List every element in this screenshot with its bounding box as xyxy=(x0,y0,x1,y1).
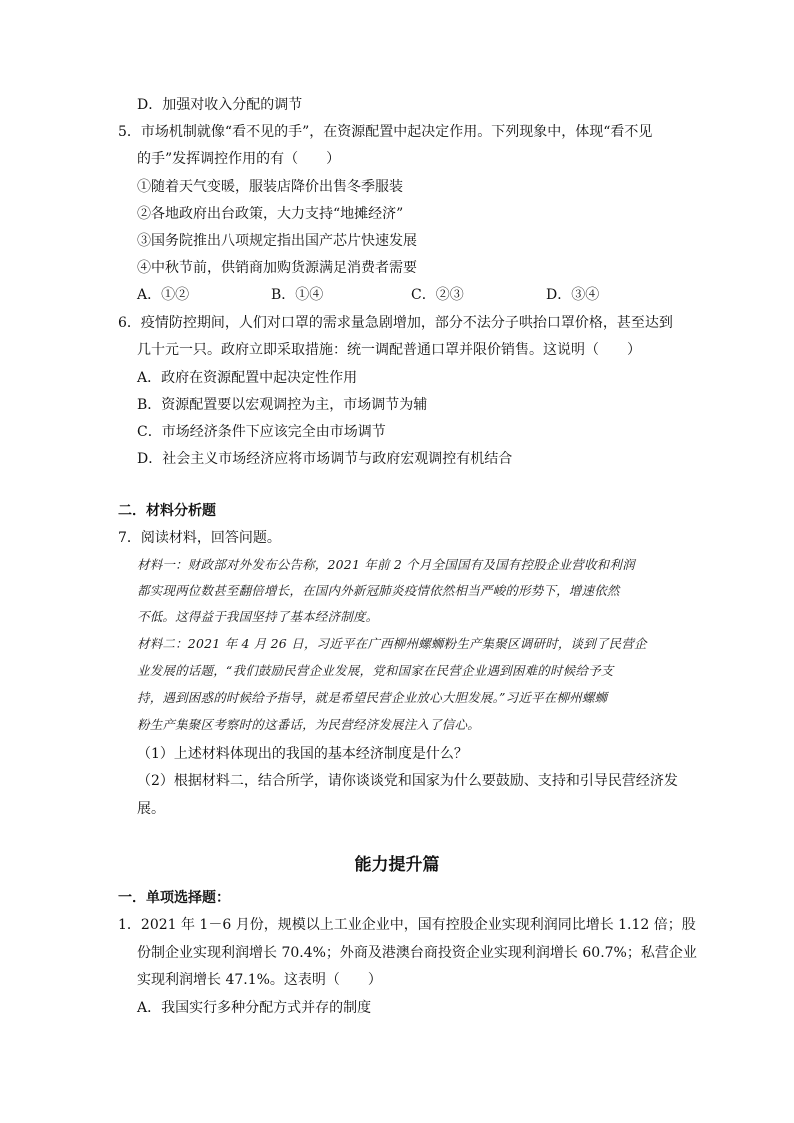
question-6-option-a: A．政府在资源配置中起决定性作用 xyxy=(137,370,358,386)
question-1-line1: 1．2021 年 1－6 月份，规模以上工业企业中，国有控股企业实现利润同比增长 1.12 倍；股 xyxy=(118,917,696,933)
question-5-item-2: ②各地政府出台政策，大力支持“地摊经济” xyxy=(137,206,404,222)
question-7-stem: 7．阅读材料，回答问题。 xyxy=(118,530,281,546)
question-6-option-c: C．市场经济条件下应该完全由市场调节 xyxy=(137,424,386,440)
question-5-item-1: ①随着天气变暖，服装店降价出售冬季服装 xyxy=(137,179,403,195)
question-1-option-a: A．我国实行多种分配方式并存的制度 xyxy=(137,1000,372,1016)
material-2-line4: 粉生产集聚区考察时的这番话，为民营经济发展注入了信心。 xyxy=(137,717,480,732)
sub-question-2-line1: （2）根据材料二，结合所学，请你谈谈党和国家为什么要鼓励、支持和引导民营经济发 xyxy=(137,773,678,789)
question-1-line3: 实现利润增长 47.1%。这表明（ ） xyxy=(137,972,382,988)
question-6-stem-line2: 几十元一只。政府立即采取措施：统一调配普通口罩并限价销售。这说明（ ） xyxy=(137,342,641,358)
question-5-item-3: ③国务院推出八项规定指出国产芯片快速发展 xyxy=(137,233,417,249)
question-5-stem-line2: 的手”发挥调控作用的有（ ） xyxy=(137,151,341,167)
choice-d: D．③④ xyxy=(546,287,600,303)
material-1-line1: 材料一：财政部对外发布公告称，2021 年前 2 个月全国国有及国有控股企业营收和利润 xyxy=(137,557,635,572)
choice-b: B．①④ xyxy=(271,287,324,303)
material-2-line2: 业发展的话题，“我们鼓励民营企业发展，党和国家在民营企业遇到困难的时候给予支 xyxy=(137,663,614,678)
material-1-line3: 不低。这得益于我国坚持了基本经济制度。 xyxy=(137,609,379,624)
question-6-option-d: D．社会主义市场经济应将市场调节与政府宏观调控有机结合 xyxy=(137,451,513,467)
part-title: 能力提升篇 xyxy=(354,855,440,875)
material-1-line2: 都实现两位数甚至翻倍增长，在国内外新冠肺炎疫情依然相当严峻的形势下，增速依然 xyxy=(137,583,620,598)
choice-a: A．①② xyxy=(137,287,190,303)
section-heading-single-choice: 一．单项选择题： xyxy=(118,890,230,906)
question-5-item-4: ④中秋节前，供销商加购货源满足消费者需要 xyxy=(137,260,417,276)
material-2-line1: 材料二：2021 年 4 月 26 日，习近平在广西柳州螺蛳粉生产集聚区调研时，谈到了民营企 xyxy=(137,636,647,651)
question-6-option-b: B．资源配置要以宏观调控为主，市场调节为辅 xyxy=(137,397,428,413)
material-2-line3: 持，遇到困惑的时候给予指导，就是希望民营企业放心大胆发展。”习近平在柳州螺蛳 xyxy=(137,690,608,705)
section-heading-material-analysis: 二．材料分析题 xyxy=(118,503,216,519)
sub-question-1: （1）上述材料体现出的我国的基本经济制度是什么？ xyxy=(137,746,468,762)
question-1-line2: 份制企业实现利润增长 70.4%；外商及港澳台商投资企业实现利润增长 60.7%；私营企业 xyxy=(137,945,697,961)
choice-c: C．②③ xyxy=(411,287,464,303)
option-d-prev-question: D．加强对收入分配的调节 xyxy=(137,97,303,113)
question-6-stem-line1: 6．疫情防控期间，人们对口罩的需求量急剧增加，部分不法分子哄抬口罩价格，甚至达到 xyxy=(118,315,673,331)
question-5-stem-line1: 5．市场机制就像“看不见的手”，在资源配置中起决定作用。下列现象中，体现“看不见 xyxy=(118,124,653,140)
sub-question-2-line2: 展。 xyxy=(137,801,165,817)
